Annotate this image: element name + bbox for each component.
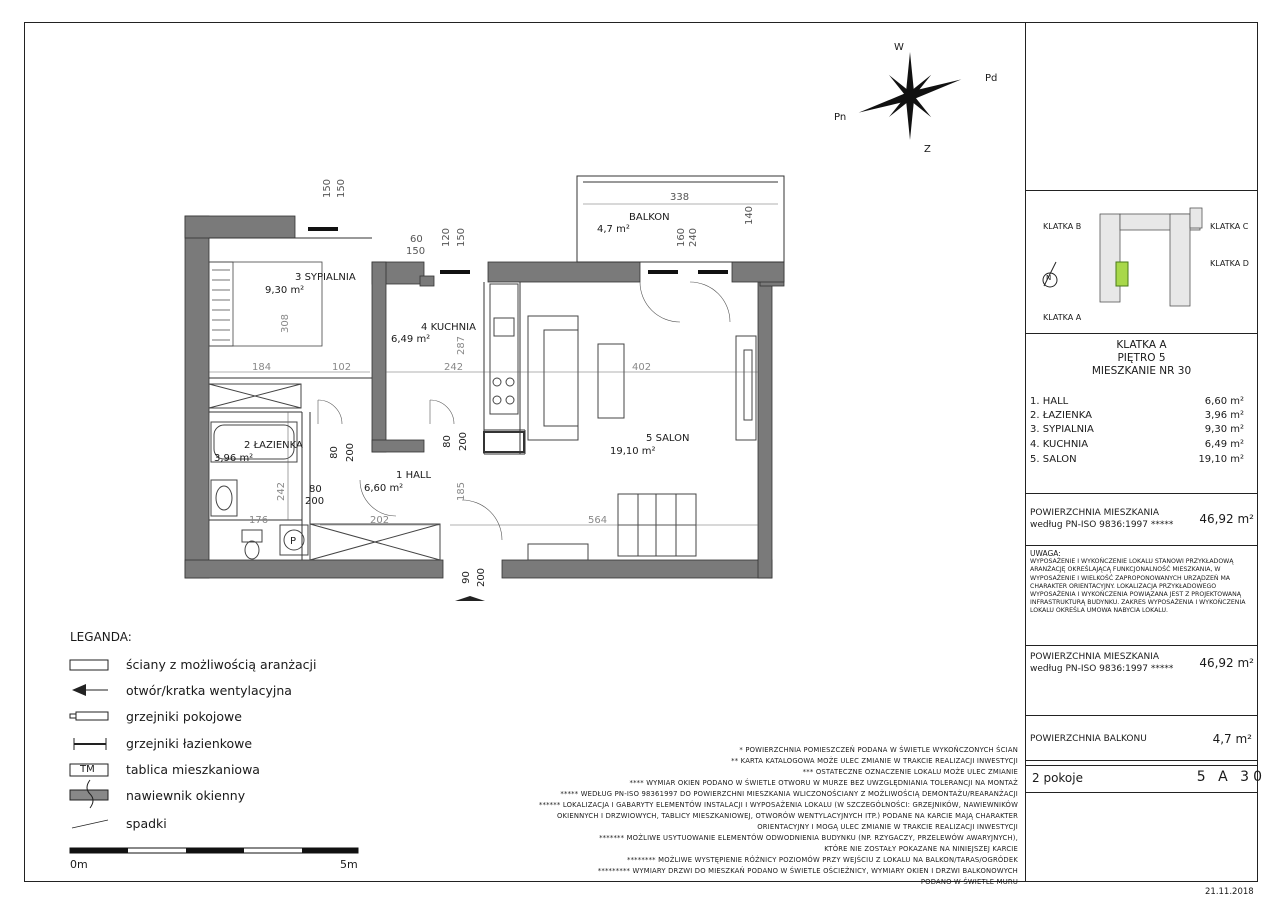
legend-slope: spadki xyxy=(126,816,167,831)
room-1-label: 1 HALL xyxy=(396,470,432,481)
legend-board: tablica mieszkaniowa xyxy=(126,762,260,777)
dim-160: 160 xyxy=(676,227,688,248)
legend-title: LEGANDA: xyxy=(70,630,132,644)
dim-80c: 80 xyxy=(309,484,322,495)
wall-bottom-right xyxy=(502,560,772,578)
date: 21.11.2018 xyxy=(1205,887,1254,897)
dim-60: 60 xyxy=(410,234,423,245)
dim-184: 184 xyxy=(252,362,272,373)
legend-radiator: grzejniki pokojowe xyxy=(126,709,242,724)
legend-tm-symbol: TM xyxy=(80,764,95,775)
balcony-area-label: POWIERZCHNIA BALKONU xyxy=(1030,734,1147,744)
dim-564: 564 xyxy=(588,515,608,526)
balcony-area: 4,7 m² xyxy=(597,224,630,235)
area1-value: 46,92 m² xyxy=(1199,512,1254,526)
footnotes: * POWIERZCHNIA POMIESZCZEŃ PODANA W ŚWIETLE WYKOŃCZONYCH ŚCIAN ** KARTA KATALOGOWA MOŻE ULEC ZMIANIE W TRAKCIE REALIZACJI INWESTYCJI *** OSTATECZNE OZNACZENIE LOKALU MOŻE ULEC ZMIANIE **** WYMIAR OKIEN PODANO W ŚWIETLE OTWORU W MURZE BEZ UWZGLĘDNIANIA TOLERANCJI NA MONTAŻ ***** WEDŁUG PN-ISO 98361997 DO POWIERZCHNI MIESZKANIA WLICZONOŚCIANY Z MOŻLIWOŚCIĄ DEMONTAŻU/REARANŻACJI ****** LOKALIZACJA I GABARYTY ELEMENTÓW INSTALACJI I WYPOSAŻENIA LOKALU (W SZCZEGÓLNOŚCI: GRZEJNIKÓW, NAWIEWNIKÓW OKIENNYCH I DRZWIOWYCH, TABLICY MIESZKANIOWEJ, OTWORÓW WENTYLACYJNYCH ITP.) PODANE NA KARCIE MAJĄ CHARAKTER ORIENTACYJNY I MOGĄ ULEC ZMIANIE W TRAKCIE REALIZACJI INWESTYCJI ******* MOŻLIWE USYTUOWANIE ELEMENTÓW ODWODNIENIA BUDYNKU (NP. RZYGACZY, PRZELEWÓW AWARYJNYCH), KTÓRE NIE ZOSTAŁY POKAZANE NA NINIEJSZEJ KARCIE ******** MOŻLIWE WYSTĘPIENIE RÓŻNICY POZIOMÓW PRZY WEJŚCIU Z LOKALU NA BALKON/TARAS/OGRÓDEK ********* WYMIARY DRZWI DO MIESZKAŃ PODANO W ŚWIETLE OŚCIEŻNICY, WYMIARY OKIEN I DRZWI BALKONOWYCH PODANO W ŚWIETLE MURU xyxy=(538,746,1018,886)
legend-bath-radiator: grzejniki łazienkowe xyxy=(126,736,253,751)
room-5-area: 19,10 m² xyxy=(610,446,656,457)
dim-200c: 200 xyxy=(305,496,325,507)
dim-185: 185 xyxy=(456,481,468,502)
room-3-label: 3 SYPIALNIA xyxy=(295,272,356,283)
wall-top-right xyxy=(732,262,784,282)
keyplan-c: KLATKA C xyxy=(1210,222,1249,231)
dim-90: 90 xyxy=(460,571,472,584)
room-1-area: 6,60 m² xyxy=(364,483,404,494)
dim-150c: 150 xyxy=(406,246,426,257)
legend-walls: ściany z możliwością aranżacji xyxy=(126,657,317,672)
compass-w: W xyxy=(894,42,904,53)
area2-label2: według PN-ISO 9836:1997 ***** xyxy=(1030,664,1174,674)
wall-right xyxy=(758,262,772,578)
wall-top-salon xyxy=(488,262,640,282)
compass-pn: Pn xyxy=(834,112,847,123)
wall-left xyxy=(185,216,209,578)
dim-200a: 200 xyxy=(345,442,357,463)
keyplan-d: KLATKA D xyxy=(1210,259,1249,268)
compass-z: Z xyxy=(924,144,931,155)
dim-140: 140 xyxy=(744,205,756,226)
dim-150d: 150 xyxy=(456,227,468,248)
dim-308: 308 xyxy=(280,313,292,334)
room-2-area: 3,96 m² xyxy=(214,453,254,464)
compass-pd: Pd xyxy=(985,73,998,84)
dim-202: 202 xyxy=(370,515,390,526)
dim-150b: 150 xyxy=(336,178,348,199)
room-3-area: 9,30 m² xyxy=(265,285,305,296)
svg-text:P: P xyxy=(290,536,297,547)
area1-label1: POWIERZCHNIA MIESZKANIA xyxy=(1030,508,1160,518)
area1-label2: według PN-ISO 9836:1997 ***** xyxy=(1030,520,1174,530)
wall-top-left xyxy=(185,216,295,238)
dim-120: 120 xyxy=(441,227,453,248)
dim-200b: 200 xyxy=(458,431,470,452)
wall-kitchen-left xyxy=(372,262,386,452)
dim-200d: 200 xyxy=(476,567,488,588)
legend-vent-window: nawiewnik okienny xyxy=(126,788,246,803)
scale-end: 5m xyxy=(340,858,358,871)
dim-242: 242 xyxy=(444,362,464,373)
dim-150a: 150 xyxy=(322,178,334,199)
dim-102: 102 xyxy=(332,362,352,373)
dim-402: 402 xyxy=(632,362,652,373)
room-2-label: 2 ŁAZIENKA xyxy=(244,440,303,451)
dim-240: 240 xyxy=(688,227,700,248)
room-4-label: 4 KUCHNIA xyxy=(421,322,476,333)
dim-242b: 242 xyxy=(276,481,288,502)
room-4-area: 6,49 m² xyxy=(391,334,431,345)
rooms-count: 2 pokoje xyxy=(1032,771,1083,785)
dim-338: 338 xyxy=(670,192,690,203)
unit-code: 5 A 30 xyxy=(1196,769,1266,785)
wall-bottom-left xyxy=(185,560,443,578)
unit-info: KLATKA A PIĘTRO 5 MIESZKANIE NR 30 xyxy=(1091,339,1192,377)
area2-label1: POWIERZCHNIA MIESZKANIA xyxy=(1030,652,1160,662)
balcony-area-value: 4,7 m² xyxy=(1212,732,1252,746)
balcony-label: BALKON xyxy=(629,212,670,223)
keyplan-b: KLATKA B xyxy=(1043,222,1082,231)
wall-kitchen-bottom xyxy=(372,440,424,452)
dim-80b: 80 xyxy=(441,435,453,448)
room-5-label: 5 SALON xyxy=(646,433,690,444)
dim-176: 176 xyxy=(249,515,269,526)
legend-vent: otwór/kratka wentylacyjna xyxy=(126,683,292,698)
keyplan-a: KLATKA A xyxy=(1043,313,1082,322)
dim-287: 287 xyxy=(456,335,468,356)
scale-start: 0m xyxy=(70,858,88,871)
area2-value: 46,92 m² xyxy=(1199,656,1254,670)
uwaga-note: UWAGA: WYPOSAŻENIE I WYKOŃCZENIE LOKALU STANOWI PRZYKŁADOWĄ ARANŻACJĘ OKREŚLAJĄCĄ FUNKCJONALNOŚĆ MIESZKANIA, W WYPOSAŻENIE I WIELKOŚĆ ZAPROPONOWANYCH URZĄDZEŃ MA CHARAKTER ORIENTACYJNY. LOKALIZACJA PRZYKŁADOWEGO WYPOSAŻENIA I WYKOŃCZENIA POWIĄZANA JEST Z PROJEKTOWANĄ INFRASTRUKTURĄ BUDYNKU. ZAKRES WYPOSAŻENIA I WYKOŃCZENIA LOKALU OKREŚLA UMOWA NABYCIA LOKALU. xyxy=(1030,549,1246,615)
dim-80a: 80 xyxy=(328,446,340,459)
keyplan-north-icon: N xyxy=(1046,274,1052,282)
